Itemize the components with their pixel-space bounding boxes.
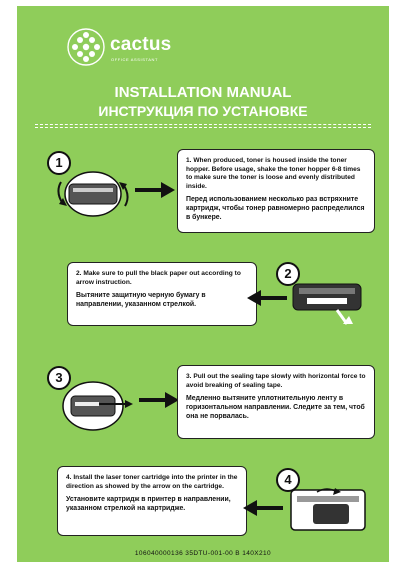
arrow-left-icon bbox=[243, 500, 283, 516]
step-1-text-en: 1. When produced, toner is housed inside the toner hopper. Before usage, shake the toner hopper 6-8 times to make sure the toner is loose and evenly distributed inside. bbox=[186, 157, 361, 190]
arrow-left-icon bbox=[247, 290, 287, 306]
manual-sheet bbox=[17, 6, 389, 562]
shake-cartridge-illustration bbox=[55, 162, 133, 224]
step-3-number: 3 bbox=[47, 366, 71, 390]
step-1-instruction bbox=[177, 149, 375, 233]
title-english: INSTALLATION MANUAL bbox=[114, 84, 292, 101]
step-3-text-en: 3. Pull out the sealing tape slowly with horizontal force to avoid breaking of sealing tape. bbox=[186, 373, 366, 389]
install-cartridge-illustration bbox=[287, 482, 371, 538]
arrow-right-icon bbox=[139, 392, 179, 408]
brand-tagline: OFFICE ASSISTANT bbox=[111, 57, 159, 62]
brand-name: cactus bbox=[110, 34, 172, 55]
step-2-number: 2 bbox=[276, 262, 300, 286]
remove-black-paper-illustration bbox=[289, 272, 369, 328]
footer-code: 106040000136 35DTU-001-00 B 140X210 bbox=[134, 550, 272, 557]
title-russian: ИНСТРУКЦИЯ ПО УСТАНОВКЕ bbox=[98, 103, 308, 119]
step-4-instruction bbox=[57, 466, 247, 536]
pull-sealing-tape-illustration bbox=[53, 374, 135, 436]
divider-line bbox=[35, 127, 371, 128]
cactus-logo-icon bbox=[67, 28, 105, 66]
step-2-text-ru: Вытяните защитную черную бумагу в направлении, указанном стрелкой. bbox=[76, 292, 206, 309]
arrow-right-icon bbox=[135, 182, 175, 198]
step-4-text-ru: Установите картридж в принтер в направлении, указанном стрелкой на картридже. bbox=[66, 496, 231, 513]
step-4-number: 4 bbox=[276, 468, 300, 492]
step-2-text-en: 2. Make sure to pull the black paper out according to arrow instruction. bbox=[76, 270, 241, 286]
step-2-instruction bbox=[67, 262, 257, 326]
step-4-text-en: 4. Install the laser toner cartridge into the printer in the direction as showed by the arrow on the cartridge. bbox=[66, 474, 238, 490]
step-1-text-ru: Перед использованием несколько раз встряхните картридж, чтобы тонер равномерно распределился в бункере. bbox=[186, 196, 365, 222]
step-1-number: 1 bbox=[47, 151, 71, 175]
step-3-instruction bbox=[177, 365, 375, 439]
divider-line bbox=[35, 124, 371, 125]
step-3-text-ru: Медленно вытяните уплотнительную ленту в горизонтальном направлении. Следите за тем, чтоб она не порвалась. bbox=[186, 395, 365, 421]
